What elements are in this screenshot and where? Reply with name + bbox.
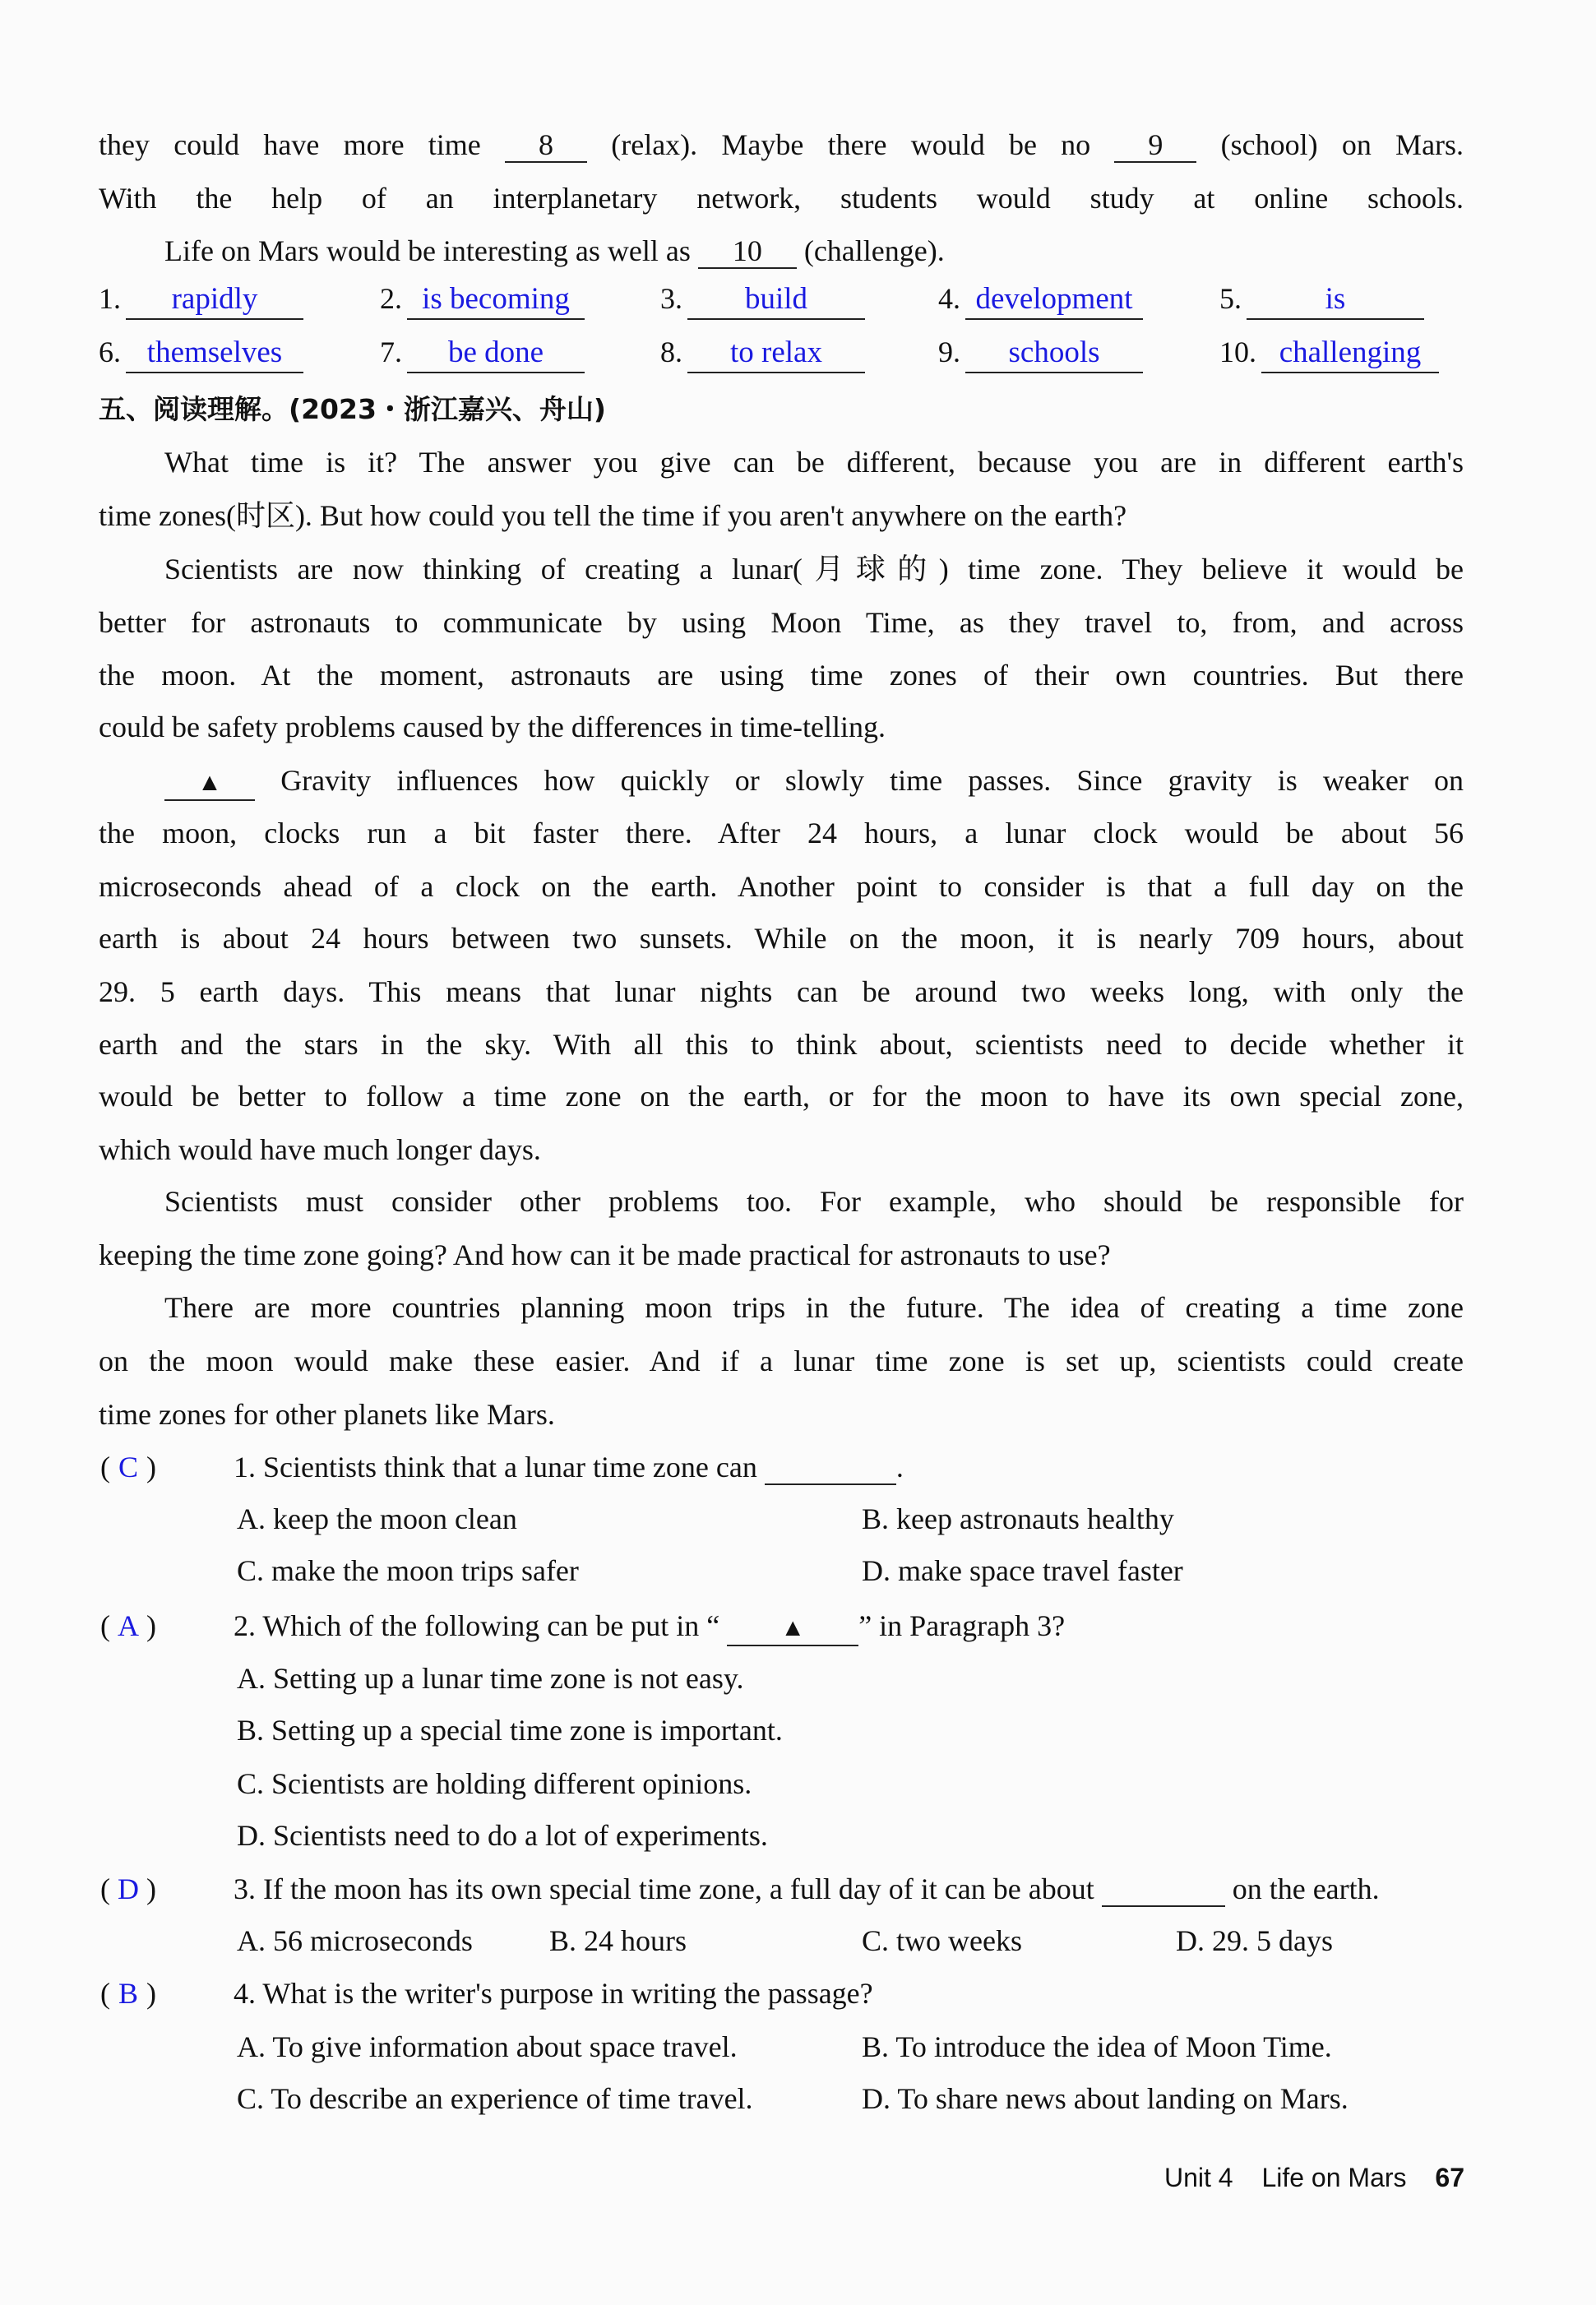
question: [234, 1441, 904, 1493]
footer-title: Life on Mars: [1261, 2163, 1407, 2192]
passage-line: time zones(时区). But how could you tell the time if you aren't anywhere on the earth?: [99, 499, 1127, 532]
option-text: C. To describe an experience of time travel.: [237, 2082, 753, 2115]
answer-number: 2.: [380, 282, 402, 315]
option-text: B. To introduce the idea of Moon Time.: [862, 2030, 1332, 2063]
passage-line: which would have much longer days.: [99, 1133, 541, 1166]
option: [237, 1757, 752, 1810]
open-paren: (: [100, 1451, 110, 1483]
passage-line: earth and the stars in the sky. With all this to think about, scientists need to decide whether it: [99, 1028, 1464, 1061]
option: [237, 1493, 517, 1545]
answer-number: 9.: [938, 336, 960, 368]
close-paren: ): [146, 1872, 156, 1905]
page-footer: [1143, 2163, 1464, 2193]
blank-9: 9: [1114, 128, 1196, 163]
passage-line: [99, 118, 1464, 171]
passage-line: With the help of an interplanetary network, students would study at online schools.: [99, 182, 1464, 215]
answer-number: 10.: [1219, 336, 1256, 368]
option: [862, 2072, 1349, 2125]
question: [234, 1967, 873, 2020]
answer-number: 4.: [938, 282, 960, 315]
answer-value: is: [1247, 280, 1424, 320]
answer-value: be done: [407, 334, 585, 373]
blank-10: 10: [698, 234, 797, 269]
answer-bracket: [100, 1967, 156, 2020]
option: [862, 2020, 1332, 2073]
answer-value: is becoming: [407, 280, 585, 320]
question-text: 3. If the moon has its own special time zone, a full day of it can be about: [234, 1872, 1094, 1905]
answer-item: [1219, 326, 1439, 378]
answer-value: development: [965, 280, 1143, 320]
passage-line: better for astronauts to communicate by using Moon Time, as they travel to, from, and across: [99, 606, 1464, 639]
answer-item: [660, 326, 865, 378]
option-text: D. make space travel faster: [862, 1554, 1183, 1587]
question-tail: .: [895, 1451, 904, 1483]
option-text: A. Setting up a lunar time zone is not easy.: [237, 1662, 744, 1695]
question-tail: ” in Paragraph 3?: [858, 1609, 1066, 1642]
answer-value: schools: [965, 334, 1143, 373]
open-paren: (: [100, 1977, 110, 2010]
option-text: B. Setting up a special time zone is important.: [237, 1714, 783, 1747]
blank-8: 8: [505, 128, 587, 163]
passage-line: [164, 224, 945, 277]
answer-item: [938, 326, 1143, 378]
passage-line: What time is it? The answer you give can be different, because you are in different earth's: [164, 446, 1464, 479]
option-text: D. 29. 5 days: [1176, 1924, 1333, 1957]
option: [237, 1544, 579, 1597]
choice-answer: C: [118, 1451, 138, 1483]
answer-number: 8.: [660, 336, 682, 368]
page-number: 67: [1435, 2163, 1464, 2192]
option: [862, 1544, 1183, 1597]
option: [237, 1704, 783, 1757]
option-text: B. 24 hours: [549, 1924, 687, 1957]
answer-bracket: [100, 1863, 156, 1915]
answer-value: build: [687, 280, 865, 320]
question: [234, 1599, 1065, 1652]
question-tail: on the earth.: [1232, 1872, 1380, 1905]
triangle-blank: ▲: [727, 1612, 858, 1646]
question-text: 1. Scientists think that a lunar time zone can: [234, 1451, 757, 1483]
answer-value: themselves: [126, 334, 303, 373]
option-text: B. keep astronauts healthy: [862, 1502, 1174, 1535]
question: [234, 1863, 1380, 1915]
text: Life on Mars would be interesting as well as: [164, 234, 691, 267]
passage-line: keeping the time zone going? And how can it be made practical for astronauts to use?: [99, 1238, 1111, 1271]
answer-item: [380, 326, 585, 378]
choice-answer: A: [118, 1609, 139, 1642]
answer-item: [99, 326, 303, 378]
close-paren: ): [146, 1977, 156, 2010]
option-text: A. To give information about space travel.: [237, 2030, 738, 2063]
option: [862, 1493, 1174, 1545]
option-text: D. To share news about landing on Mars.: [862, 2082, 1349, 2115]
option-text: A. keep the moon clean: [237, 1502, 517, 1535]
answer-number: 7.: [380, 336, 402, 368]
open-paren: (: [100, 1872, 110, 1905]
choice-answer: B: [118, 1977, 138, 2010]
option-text: C. make the moon trips safer: [237, 1554, 579, 1587]
close-paren: ): [146, 1609, 156, 1642]
option: [237, 1652, 744, 1705]
section-heading: 五、阅读理解。(2023・浙江嘉兴、舟山): [99, 393, 607, 425]
answer-item: [938, 272, 1143, 325]
passage-line: time zones for other planets like Mars.: [99, 1398, 555, 1431]
answer-number: 3.: [660, 282, 682, 315]
close-paren: ): [146, 1451, 156, 1483]
answer-item: [660, 272, 865, 325]
answer-value: rapidly: [126, 280, 303, 320]
text: (relax). Maybe there would be no: [611, 128, 1091, 161]
passage-line: microseconds ahead of a clock on the earth. Another point to consider is that a full day on the: [99, 870, 1464, 903]
open-paren: (: [100, 1609, 110, 1642]
option-text: A. 56 microseconds: [237, 1924, 473, 1957]
text: (challenge).: [803, 234, 945, 267]
option: [237, 2072, 753, 2125]
passage-line: could be safety problems caused by the differences in time-telling.: [99, 710, 886, 743]
passage-line: the moon. At the moment, astronauts are using time zones of their own countries. But there: [99, 659, 1464, 692]
option-text: C. Scientists are holding different opinions.: [237, 1767, 752, 1800]
passage-line: would be better to follow a time zone on the earth, or for the moon to have its own special zone,: [99, 1080, 1464, 1113]
passage-line: Scientists must consider other problems too. For example, who should be responsible for: [164, 1185, 1464, 1218]
text: they could have more time: [99, 128, 481, 161]
passage-line: 29. 5 earth days. This means that lunar nights can be around two weeks long, with only the: [99, 975, 1464, 1008]
footer-unit: Unit 4: [1163, 2163, 1233, 2192]
passage-line: Scientists are now thinking of creating a lunar(月球的) time zone. They believe it would be: [164, 553, 1464, 586]
passage-line: earth is about 24 hours between two sunsets. While on the moon, it is nearly 709 hours, about: [99, 922, 1464, 955]
option: [1176, 1914, 1333, 1967]
answer-number: 5.: [1219, 282, 1242, 315]
answer-item: [1219, 272, 1424, 325]
answer-number: 6.: [99, 336, 121, 368]
passage-line: [164, 754, 1464, 807]
text: Gravity influences how quickly or slowly time passes. Since gravity is weaker on: [280, 764, 1464, 797]
option-text: D. Scientists need to do a lot of experiments.: [237, 1819, 768, 1852]
answer-item: [380, 272, 585, 325]
answer-value: to relax: [687, 334, 865, 373]
option: [862, 1914, 1022, 1967]
answer-bracket: [100, 1441, 156, 1493]
option: [237, 2020, 738, 2073]
option-text: C. two weeks: [862, 1924, 1022, 1957]
option: [549, 1914, 687, 1967]
answer-value: challenging: [1261, 334, 1439, 373]
text: (school) on Mars.: [1220, 128, 1464, 161]
answer-bracket: [100, 1599, 156, 1652]
question-text: 4. What is the writer's purpose in writing the passage?: [234, 1977, 873, 2010]
choice-answer: D: [118, 1872, 139, 1905]
passage-line: There are more countries planning moon trips in the future. The idea of creating a time zone: [164, 1291, 1464, 1324]
answer-number: 1.: [99, 282, 121, 315]
question-text: 2. Which of the following can be put in “: [234, 1609, 720, 1642]
triangle-blank: ▲: [164, 766, 255, 801]
passage-line: the moon, clocks run a bit faster there. After 24 hours, a lunar clock would be about 56: [99, 817, 1464, 849]
option: [237, 1809, 768, 1862]
passage-line: on the moon would make these easier. And if a lunar time zone is set up, scientists could create: [99, 1345, 1464, 1377]
option: [237, 1914, 473, 1967]
answer-item: [99, 272, 303, 325]
